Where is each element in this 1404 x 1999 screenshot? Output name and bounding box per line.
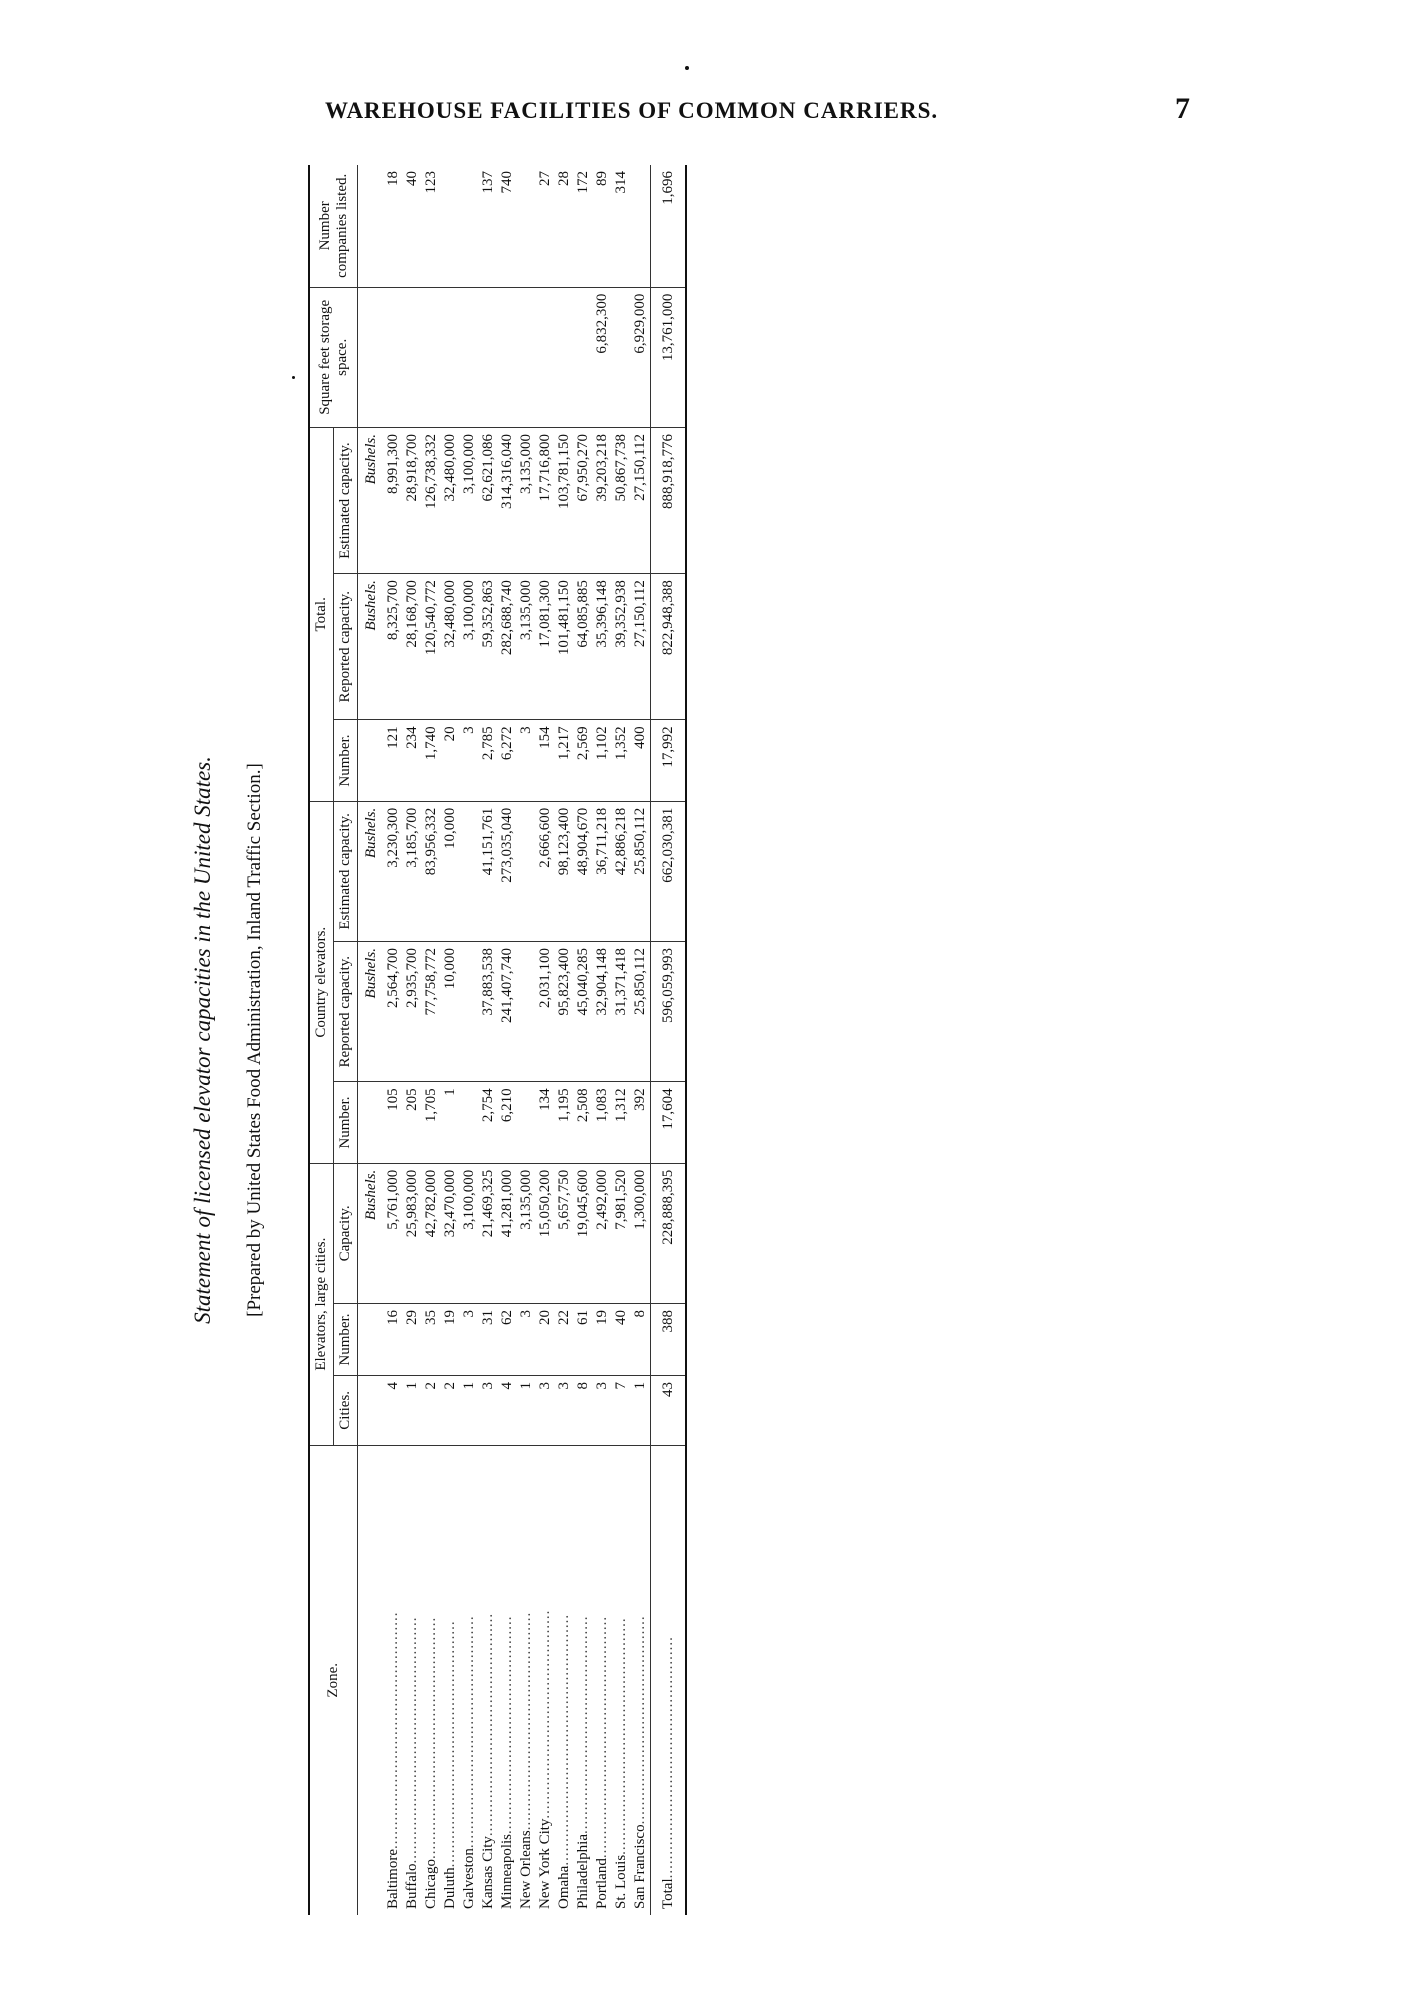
table-subtitle: [Prepared by United States Food Administration, Inland Traffic Section.] bbox=[244, 763, 265, 1317]
table-title: Statement of licensed elevator capacities in the United States. bbox=[190, 756, 215, 1324]
header-large-cities: Elevators, large cities. bbox=[309, 1163, 334, 1445]
table-row: New Orleans.............................................. 1 3 3,135,000 3 3,135,000 3,135,000 bbox=[517, 165, 536, 1915]
stray-dot bbox=[685, 66, 689, 70]
rotated-table-block bbox=[190, 165, 1190, 1915]
header-cities: Cities. bbox=[334, 1376, 358, 1446]
table-row: St. Louis.................................................. 7 40 7,981,520 1,312 31,371,418 42,886,218 1,352 39,352,938 50,867,738 314 bbox=[612, 165, 631, 1915]
total-row: Total................................................... 43 388 228,888,395 17,604 596,059,993 662,030,381 17,992 822,948,388 888,918,776 13,761,000 1,696 bbox=[651, 165, 687, 1915]
header-ce-reported: Reported capacity. bbox=[334, 942, 358, 1082]
table-row: San Francisco............................................ 1 8 1,300,000 392 25,850,112 25,850,112 400 27,150,112 27,150,112 6,929,000 bbox=[631, 165, 651, 1915]
header-country-elevators: Country elevators. bbox=[309, 801, 334, 1163]
header-t-reported: Reported capacity. bbox=[334, 574, 358, 720]
header-square-feet: Square feet storage space. bbox=[309, 287, 358, 427]
header-t-number: Number. bbox=[334, 720, 358, 801]
header-zone: Zone. bbox=[309, 1445, 358, 1915]
unit-label: Bushels. bbox=[358, 574, 385, 720]
header-t-estimated: Estimated capacity. bbox=[334, 427, 358, 573]
table-row: Philadelphia.............................................. 8 61 19,045,600 2,508 45,040,285 48,904,670 2,569 64,085,885 67,950,270 172 bbox=[574, 165, 593, 1915]
table-row: Galveston................................................. 1 3 3,100,000 3 3,100,000 3,100,000 bbox=[460, 165, 479, 1915]
table-row: New York City............................................ 3 20 15,050,200 134 2,031,100 2,666,600 154 17,081,300 17,716,800 27 bbox=[536, 165, 555, 1915]
table-row: Minneapolis.............................................. 4 62 41,281,000 6,210 241,407,740 273,035,040 6,272 282,688,740 314,316,040 740 bbox=[498, 165, 517, 1915]
header-companies: Number companies listed. bbox=[309, 165, 358, 287]
unit-label: Bushels. bbox=[358, 1163, 385, 1303]
header-ce-estimated: Estimated capacity. bbox=[334, 801, 358, 941]
header-lc-number: Number. bbox=[334, 1304, 358, 1376]
page-number: 7 bbox=[1175, 92, 1190, 125]
table-row: Duluth.................................................... 2 19 32,470,000 1 10,000 10,000 20 32,480,000 32,480,000 bbox=[441, 165, 460, 1915]
header-total: Total. bbox=[309, 427, 334, 801]
header-ce-number: Number. bbox=[334, 1082, 358, 1163]
unit-label: Bushels. bbox=[358, 427, 385, 573]
table-row: Portland................................................... 3 19 2,492,000 1,083 32,904,148 36,711,218 1,102 35,396,148 39,203,218 6,832,300 89 bbox=[593, 165, 612, 1915]
table-row: Baltimore.................................................. 4 16 5,761,000 105 2,564,700 3,230,300 121 8,325,700 8,991,300 18 bbox=[384, 165, 403, 1915]
table-row: Chicago................................................... 2 35 42,782,000 1,705 77,758,772 83,956,332 1,740 120,540,772 126,738,332 123 bbox=[422, 165, 441, 1915]
table-row: Buffalo.................................................... 1 29 25,983,000 205 2,935,700 3,185,700 234 28,168,700 28,918,700 40 bbox=[403, 165, 422, 1915]
units-row bbox=[358, 165, 385, 1915]
unit-label: Bushels. bbox=[358, 801, 385, 941]
running-head: WAREHOUSE FACILITIES OF COMMON CARRIERS. bbox=[325, 98, 939, 123]
table-row: Kansas City............................................... 3 31 21,469,325 2,754 37,883,538 41,151,761 2,785 59,352,863 62,621,086 137 bbox=[479, 165, 498, 1915]
unit-label: Bushels. bbox=[358, 942, 385, 1082]
header-lc-capacity: Capacity. bbox=[334, 1163, 358, 1303]
elevator-capacity-table bbox=[308, 165, 687, 1915]
table-row: Omaha..................................................... 3 22 5,657,750 1,195 95,823,400 98,123,400 1,217 101,481,150 103,781,150 28 bbox=[555, 165, 574, 1915]
